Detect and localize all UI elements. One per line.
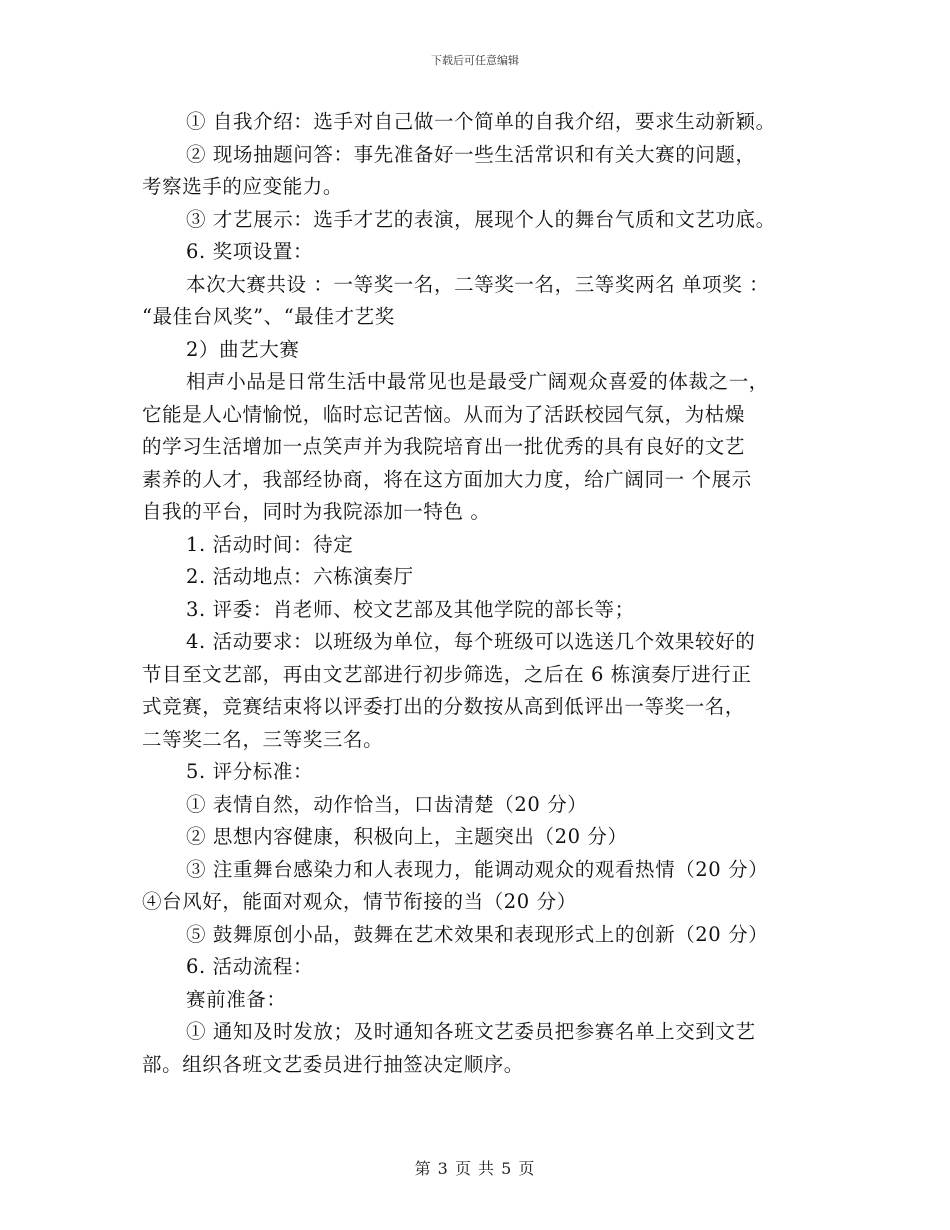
text-line: 赛前准备： [186,987,287,1011]
text-line: 6. 活动流程： [186,955,314,978]
text-line: 1. 活动时间：待定 [186,532,354,556]
text-line: 的学习生活增加一点笑声并为我院培育出一批优秀的具有良好的文艺 [142,435,746,458]
text-line: 3. 评委：肖老师、校文艺部及其他学院的部长等； [186,597,635,621]
text-line: 式竞赛，竞赛结束将以评委打出的分数按从高到低评出一等奖一名， [142,695,746,718]
section-heading: 2）曲艺大赛 [186,337,300,361]
text-line: 2. 活动地点：六栋演奏厅 [186,565,414,588]
text-line: 5. 评分标准： [186,760,314,783]
text-line: 二等奖二名，三等奖三名。 [142,727,384,751]
text-line: 素养的人才，我部经协商，将在这方面加大力度，给广阔同一 个展示 [142,467,752,491]
document-body [142,106,822,1081]
text-line: 4. 活动要求：以班级为单位，每个班级可以选送几个效果较好的 [186,630,756,653]
text-line: 相声小品是日常生活中最常见也是最受广阔观众喜爱的体裁之一， [186,370,769,393]
text-line: ④台风好，能面对观众，情节衔接的当（20 分） [142,890,577,913]
text-line: 它能是人心情愉悦，临时忘记苦恼。从而为了活跃校园气氛，为枯燥 [142,402,746,426]
text-line: ① 表情自然，动作恰当，口齿清楚（20 分） [186,792,588,816]
text-line: 节目至文艺部，再由文艺部进行初步筛选，之后在 6 栋演奏厅进行正 [142,662,752,686]
text-line: 6. 奖项设置： [186,240,314,263]
text-line: 考察选手的应变能力。 [142,175,344,198]
text-line: ① 自我介绍：选手对自己做一个简单的自我介绍，要求生动新颖。 [186,110,776,133]
text-line: ② 现场抽题问答：事先准备好一些生活常识和有关大赛的问题， [186,142,756,166]
text-line: 部。组织各班文艺委员进行抽签决定顺序。 [142,1052,524,1076]
text-line: ① 通知及时发放；及时通知各班文艺委员把参赛名单上交到文艺 [186,1020,756,1043]
text-line: ③ 注重舞台感染力和人表现力，能调动观众的观看热情（20 分） [186,857,769,881]
page-header: 下载后可任意编辑 [431,54,519,67]
text-line: 本次大赛共设 ：一等奖一名，二等奖一名，三等奖两名 单项奖 ： [186,272,770,296]
text-line: “最佳台风奖”、“最佳才艺奖 [142,305,395,328]
text-line: ③ 才艺展示：选手才艺的表演，展现个人的舞台气质和文艺功底。 [186,207,776,231]
text-line: ② 思想内容健康，积极向上，主题突出（20 分） [186,825,628,848]
text-line: ⑤ 鼓舞原创小品，鼓舞在艺术效果和表现形式上的创新（20 分） [186,922,769,946]
page-number: 第 3 页 共 5 页 [414,1159,536,1178]
text-line: 自我的平台，同时为我院添加一特色 。 [142,500,491,523]
